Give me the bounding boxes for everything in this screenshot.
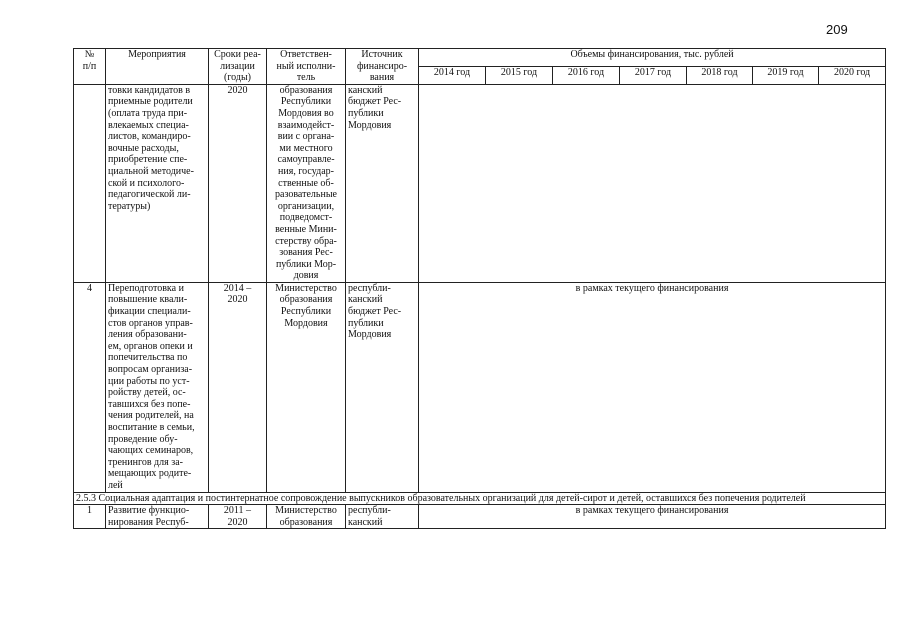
measure-cell: Развитие функцио- нирования Респуб- xyxy=(106,505,209,529)
table-body xyxy=(74,84,886,529)
table-row xyxy=(74,282,886,492)
funding-cell: в рамках текущего финансирования xyxy=(419,505,886,529)
source-cell: республи- канский бюджет Рес- публики Мордовия xyxy=(346,282,419,492)
section-row xyxy=(74,492,886,505)
table-row xyxy=(74,505,886,529)
source-cell: канский бюджет Рес- публики Мордовия xyxy=(346,84,419,282)
header-period: Сроки реа- лизации (годы) xyxy=(209,49,267,85)
header-responsible: Ответствен- ный исполни- тель xyxy=(267,49,346,85)
responsible-cell: образования Республики Мордовия во взаимодейст- вии с органа- ми местного самоуправле- ния, государ- ственные об- разовательные организации, подведомст- венные Мини- стерству обра- зования Рес- публики Мор- довия xyxy=(267,84,346,282)
row-number: 1 xyxy=(74,505,106,529)
table-row xyxy=(74,84,886,282)
source-cell: республи- канский xyxy=(346,505,419,529)
row-number xyxy=(74,84,106,282)
header-year-2019: 2019 год xyxy=(753,66,819,84)
funding-table xyxy=(73,48,886,529)
header-year-2014: 2014 год xyxy=(419,66,486,84)
page-number: 209 xyxy=(826,22,848,37)
header-year-2015: 2015 год xyxy=(486,66,553,84)
header-year-2016: 2016 год xyxy=(553,66,620,84)
period-cell: 2011 – 2020 xyxy=(209,505,267,529)
row-number: 4 xyxy=(74,282,106,492)
period-cell: 2014 – 2020 xyxy=(209,282,267,492)
responsible-cell: Министерство образования Республики Мордовия xyxy=(267,282,346,492)
measure-cell: Переподготовка и повышение квали- фикации специали- стов органов управ- ления образовани- ем, органов опеки и попечительства по вопросам организа- ции работы по уст- ройству детей, ос- тавшихся без попе- чения родителей, на воспитание в семьи, проведение обу- чающих семинаров, тренингов для за- мещающих родите- лей xyxy=(106,282,209,492)
funding-cell: в рамках текущего финансирования xyxy=(419,282,886,492)
header-num: № п/п xyxy=(74,49,106,85)
measure-cell: товки кандидатов в приемные родители (оплата труда при- влекаемых специа- листов, командиро- вочные расходы, приобретение спе- циальной методиче- ской и психолого- педагогической ли- тературы) xyxy=(106,84,209,282)
header-year-2018: 2018 год xyxy=(687,66,753,84)
header-year-2017: 2017 год xyxy=(620,66,687,84)
header-measures: Мероприятия xyxy=(106,49,209,85)
header-volumes: Объемы финансирования, тыс. рублей xyxy=(419,49,886,67)
section-title: 2.5.3 Социальная адаптация и постинтернатное сопровождение выпускников образовательных организаций для детей-сирот и детей, оставшихся без попечения родителей xyxy=(74,492,886,505)
responsible-cell: Министерство образования xyxy=(267,505,346,529)
funding-cell xyxy=(419,84,886,282)
period-cell: 2020 xyxy=(209,84,267,282)
header-year-2020: 2020 год xyxy=(819,66,886,84)
header-source: Источник финансиро- вания xyxy=(346,49,419,85)
header-row xyxy=(74,49,886,67)
